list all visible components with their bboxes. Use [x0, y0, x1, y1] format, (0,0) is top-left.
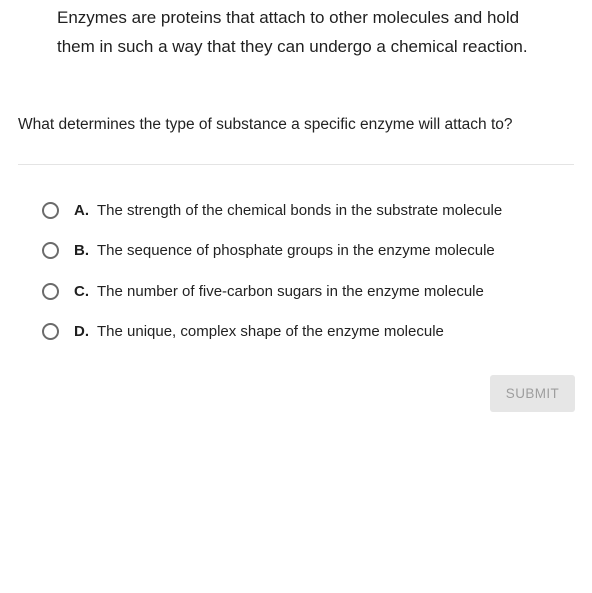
- option-b[interactable]: [40, 231, 580, 272]
- option-letter: B.: [74, 242, 89, 260]
- option-text: The number of five-carbon sugars in the enzyme molecule: [97, 282, 484, 300]
- option-letter: D.: [74, 323, 89, 341]
- option-text: The strength of the chemical bonds in the substrate molecule: [97, 201, 503, 219]
- option-a[interactable]: [40, 190, 580, 231]
- passage-text: Enzymes are proteins that attach to other molecules and hold them in such a way that they can undergo a chemical reaction.: [57, 8, 528, 56]
- answer-options: [40, 190, 580, 352]
- option-d[interactable]: [40, 312, 580, 353]
- option-letter: C.: [74, 282, 89, 300]
- question-text: What determines the type of substance a specific enzyme will attach to?: [18, 116, 513, 133]
- divider: [18, 164, 574, 165]
- option-letter: A.: [74, 201, 89, 219]
- radio-button-b[interactable]: [42, 242, 59, 259]
- option-text: The unique, complex shape of the enzyme molecule: [97, 323, 444, 341]
- radio-button-c[interactable]: [42, 283, 59, 300]
- radio-button-a[interactable]: [42, 202, 59, 219]
- radio-button-d[interactable]: [42, 323, 59, 340]
- option-text: The sequence of phosphate groups in the enzyme molecule: [97, 242, 495, 260]
- option-c[interactable]: [40, 271, 580, 312]
- submit-button[interactable]: SUBMIT: [490, 375, 575, 412]
